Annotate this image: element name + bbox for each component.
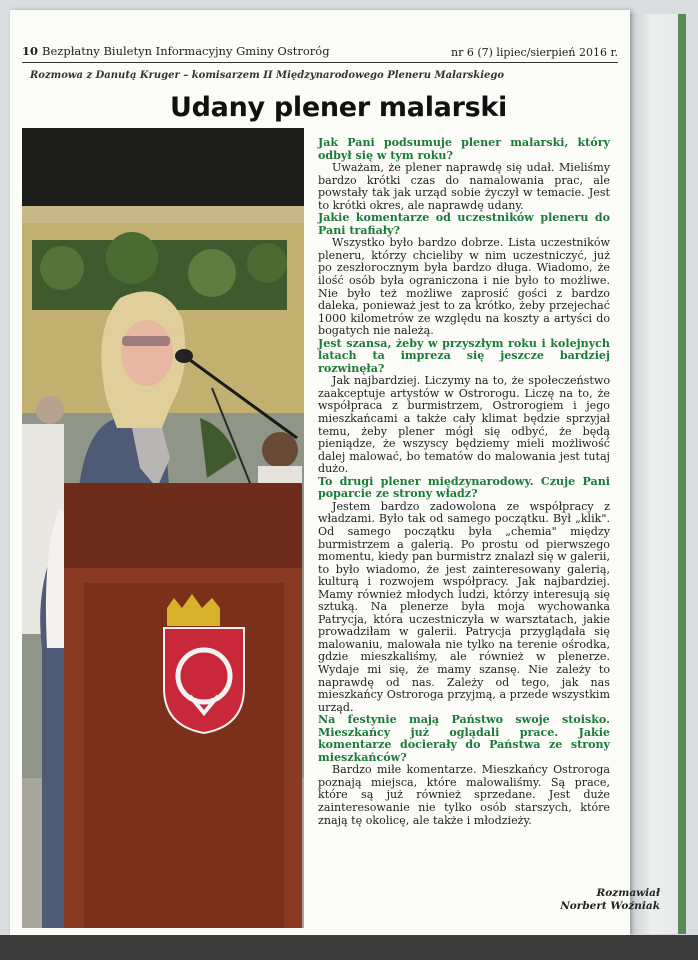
interview-answer: Jak najbardziej. Liczymy na to, że społeczeństwo zaakceptuje artystów w Ostrorogu. Liczę na to, że współpraca z burmistrzem, Ostrorogiem i jego mieszkańcami a także cały klimat będzie sprzyjał temu, żeby plener mógł się odbyć, że będą pieniądze, że wszyscy będziemy mieli możliwość dalej malować, bo tematów do malowania jest tutaj dużo. — [318, 374, 610, 476]
next-page-green-strip — [678, 14, 686, 934]
next-page-edge — [630, 14, 686, 934]
header-left — [22, 44, 330, 58]
interview-answer: Uważam, że plener naprawdę się udał. Mieliśmy bardzo krótki czas do namalowania prac, ale powstały tak jak urząd sobie życzył w temacie. Jest to krótki okres, ale naprawdę udany. — [318, 161, 610, 212]
article-subtitle: Rozmowa z Danutą Kruger – komisarzem II Międzynarodowego Pleneru Malarskiego — [30, 70, 505, 81]
interview-question: To drugi plener międzynarodowy. Czuje Pani poparcie ze strony władz? — [318, 474, 610, 501]
signature-author: Norbert Woźniak — [560, 900, 660, 912]
page-header — [22, 40, 618, 63]
interview-answer: Bardzo miłe komentarze. Mieszkańcy Ostroroga poznają miejsca, które malowaliśmy. Są prace, które są już również sprzedane. Jest duże zainteresowanie nie tylko osób starszych, które znają tę okolicę, ale także i młodzieży. — [318, 763, 610, 827]
interview-answer: Wszystko było bardzo dobrze. Lista uczestników pleneru, którzy chcieliby w nim uczestniczyć, już po zeszłorocznym była bardzo długa. Wiadomo, że ilość osób była ograniczona i nie było to możliwe. Nie było też możliwe zaprosić gości z bardzo daleka, ponieważ jest to za krótko, żeby przejechać 1000 kilometrów ze względu na koszty a artyści do bogatych nie należą. — [318, 236, 610, 338]
interview-question: Jak Pani podsumuje plener malarski, który odbył się w tym roku? — [318, 136, 610, 162]
interview-question: Jest szansa, żeby w przyszłym roku i kolejnych latach ta impreza się jeszcze bardziej rozwinęła? — [318, 336, 610, 375]
article-title: Udany plener malarski — [170, 92, 507, 123]
interview-text — [318, 137, 610, 827]
issue-info: nr 6 (7) lipiec/sierpień 2016 r. — [450, 46, 618, 59]
author-signature — [560, 887, 660, 913]
photo-speaker-at-podium — [22, 128, 304, 928]
interview-question: Na festynie mają Państwo swoje stoisko. Mieszkańcy już oglądali prace. Jakie komentarze docierały do Państwa ze strony mieszkańców? — [318, 713, 610, 764]
page-number: 10 — [22, 44, 39, 58]
interview-answer: Jestem bardzo zadowolona ze współpracy z władzami. Było tak od samego początku. Był „klik". Od samego początku była „chemia" między burmistrzem a galerią. Po prostu od pierwszego momentu, kiedy pan burmistrz znalazł się w galerii, to było wiadomo, że jest zainteresowany galerią, kulturą i rozwojem współpracy. Jak najbardziej. Mamy również młodych ludzi, którzy interesują się sztuką. Na plenerze była moja wychowanka Patrycja, która uczestniczyła w warsztatach, jakie prowadziłam w galerii. Patrycja przyglądała się malowaniu, malowała nie tylko na terenie ośrodka, gdzie mieszkaliśmy, ale również w plenerze. Wydaje mi się, że mamy szansę. Nie zależy to naprawdę od nas. Zależy od tego, jak nas mieszkańcy Ostroroga przyjmą, a przede wszystkim urząd. — [318, 499, 610, 714]
scan-bottom-edge — [0, 935, 698, 960]
article-photo — [22, 128, 304, 928]
signature-label: Rozmawiał — [596, 887, 660, 899]
publication-name: Bezpłatny Biuletyn Informacyjny Gminy Ostroróg — [42, 44, 330, 58]
interview-question: Jakie komentarze od uczestników pleneru do Pani trafiały? — [318, 211, 610, 237]
